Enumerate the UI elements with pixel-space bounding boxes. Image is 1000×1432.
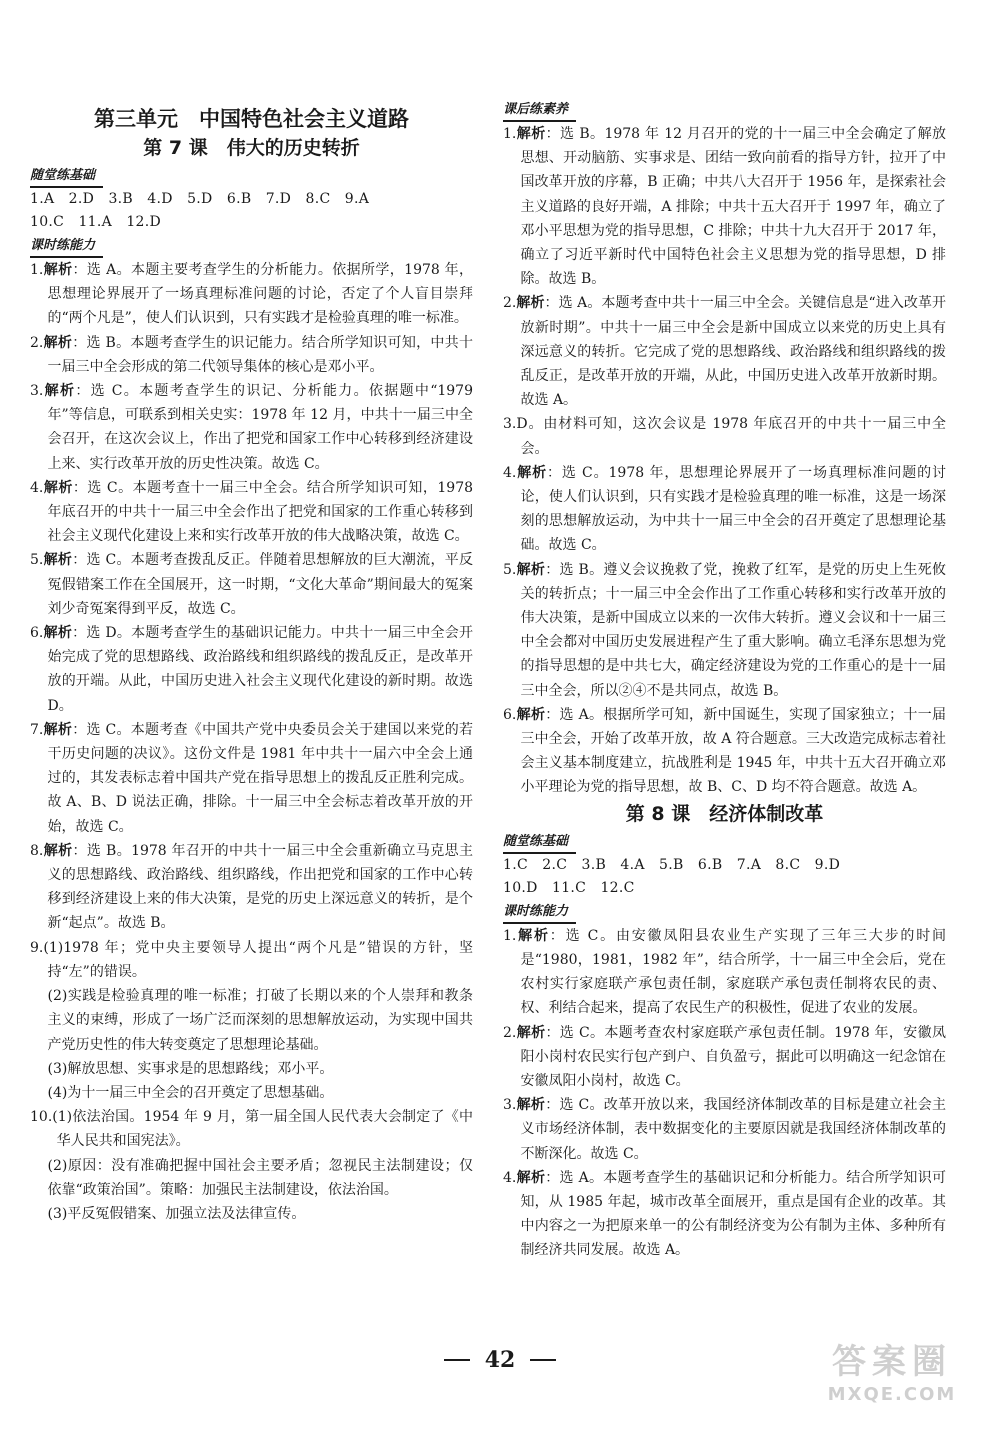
answer-item: 3.解析：选 C。本题考查学生的识记、分析能力。依据题中“1979 年”等信息，可联系到相关史实：1978 年 12 月，中共十一届三中全会召开，在这次会议上，作出了把党和国家工作中心转移到经济建设上来、实行改革开放的历史性决策。故选 C。: [30, 383, 473, 472]
watermark-url: MXQE.COM: [827, 1384, 957, 1405]
footer-dash-left: [444, 1359, 470, 1361]
answer-item-9: 9.(1)1978 年；党中央主要领导人提出“两个凡是”错误的方针，坚持“左”的错误。: [30, 939, 473, 980]
section-heading-after: 课后练素养: [503, 100, 576, 122]
answer-item: 5.解析：选 C。本题考查拨乱反正。伴随着思想解放的巨大潮流，平反冤假错案工作在全国展开，这一时期，“文化大革命”期间最大的冤案刘少奇冤案得到平反，故选 C。: [30, 552, 473, 617]
footer-dash-right: [530, 1359, 556, 1361]
answer-line: 1.A 2.D 3.B 4.D 5.D 6.B 7.D 8.C 9.A: [30, 191, 370, 207]
answer-item: 2.解析：选 A。本题考查中共十一届三中全会。关键信息是“进入改革开放新时期”。中共十一届三中全会是新中国成立以来党的历史上具有深远意义的转折。它完成了党的思想路线、政治路线和组织路线的拨乱反正，是改革开放的开端，从此，中国历史进入改革开放新时期。故选 A。: [503, 295, 947, 409]
answer-item: 1.解析：选 A。本题主要考查学生的分析能力。依据所学，1978 年，思想理论界展开了一场真理标准问题的讨论，否定了个人盲目崇拜的“两个凡是”，使人们认识到，只有实践才是检验真理的唯一标准。: [30, 262, 474, 327]
answer-item: 2.解析：选 B。本题考查学生的识记能力。结合所学知识可知，中共十一届三中全会形成的第二代领导集体的核心是邓小平。: [30, 334, 474, 375]
answer-item: 7.解析：选 C。本题考查《中国共产党中央委员会关于建国以来党的若干历史问题的决议》。这份文件是 1981 年中共十一届六中全会上通过的，其发表标志着中国共产党在指导思想上的拨乱反正胜利完成。故 A、B、D 说法正确，排除。十一届三中全会标志着改革开放的开始，故选 C。: [30, 721, 473, 835]
lesson-8-title: 第 8 课 经济体制改革: [625, 802, 824, 825]
answer-item: 1.解析：选 B。1978 年 12 月召开的党的十一届三中全会确定了解放思想、开动脑筋、实事求是、团结一致向前看的指导方针，拉开了中国改革开放的序幕，B 正确；中共八大召开于 1956 年，是探索社会主义道路的良好开端，A 排除；中共十五大召开于 1997 年，确立了邓小平思想为党的指导思想，C 排除；中共十九大召开于 2017 年，确立了习近平新时代中国特色社会主义思想为党的指导思想，D 排除。故选 B。: [503, 126, 947, 288]
answer-item-10-part: (3)平反冤假错案、加强立法及法律宣传。: [47, 1205, 306, 1222]
answer-item: 3.D。由材料可知，这次会议是 1978 年底召开的中共十一届三中全会。: [503, 416, 946, 457]
section-heading-ability: 课时练能力: [503, 902, 576, 924]
answer-item: 4.解析：选 C。1978 年，思想理论界展开了一场真理标准问题的讨论，使人们认识到，只有实践才是检验真理的唯一标准，这是一场深刻的思想解放运动，为中共十一届三中全会的召开奠定了思想理论基础。故选 C。: [503, 464, 947, 554]
answer-line: 10.C 11.A 12.D: [30, 214, 162, 230]
answer-item: 3.解析：选 C。改革开放以来，我国经济体制改革的目标是建立社会主义市场经济体制，表中数据变化的主要原因就是我国经济体制改革的不断深化。故选 C。: [503, 1097, 946, 1162]
watermark-logo: [802, 1340, 982, 1420]
answer-item: 1.解析：选 C。由安徽凤阳县农业生产实现了三年三大步的时间是“1980，1981，1982 年”，结合所学，十一届三中全会后，党在农村实行家庭联产承包责任制，家庭联产承包责任制将农民的责、权、利结合起来，提高了农民生产的积极性，促进了农业的发展。: [503, 927, 947, 1017]
section-heading-basic: 随堂练基础: [503, 832, 576, 854]
answer-item-9-part: (4)为十一届三中全会的召开奠定了思想基础。: [47, 1084, 334, 1101]
page-number: 42: [484, 1347, 516, 1373]
watermark-text: 答案圈: [832, 1342, 952, 1382]
unit-title: 第三单元 中国特色社会主义道路: [94, 107, 409, 131]
answer-item-9-part: (2)实践是检验真理的唯一标准；打破了长期以来的个人崇拜和教条主义的束缚，形成了一场广泛而深刻的思想解放运动，为实现中国共产党历史性的伟大转变奠定了思想理论基础。: [47, 988, 473, 1053]
answer-item: 5.解析：选 B。遵义会议挽救了党，挽救了红军，是党的历史上生死攸关的转折点；十一届三中全会作出了工作重心转移和实行改革开放的伟大决策，是新中国成立以来的一次伟大转折。遵义会议和十一届三中全会都对中国历史发展进程产生了重大影响。确立毛泽东思想为党的指导思想的是中共七大，确定经济建设为党的工作重心的是十一届三中全会，所以②④不是共同点，故选 B。: [503, 561, 947, 699]
answer-item-9-part: (3)解放思想、实事求是的思想路线；邓小平。: [47, 1060, 334, 1077]
section-heading-ability: 课时练能力: [30, 236, 103, 258]
answer-line: 1.C 2.C 3.B 4.A 5.B 6.B 7.A 8.C 9.D: [503, 856, 841, 873]
section-heading-basic: 随堂练基础: [30, 166, 103, 188]
answer-item-10-part: (2)原因：没有准确把握中国社会主要矛盾；忽视民主法制建设；仅依靠“政策治国”。策略：加强民主法制建设，依法治国。: [47, 1157, 473, 1198]
answer-item: 8.解析：选 B。1978 年召开的中共十一届三中全会重新确立马克思主义的思想路线、政治路线、组织路线，作出把党和国家的工作中心转移到经济建设上来的伟大决策，是党的历史上深远意义的转折，是个新“起点”。故选 B。: [30, 842, 473, 932]
answer-item: 6.解析：选 D。本题考查学生的基础识记能力。中共十一届三中全会开始完成了党的思想路线、政治路线和组织路线的拨乱反正，是改革开放的开端。从此，中国历史进入社会主义现代化建设的新时期。故选 D。: [30, 625, 473, 714]
right-column: [503, 98, 946, 1263]
answer-line: 10.D 11.C 12.C: [503, 879, 635, 896]
answer-item: 4.解析：选 C。本题考查十一届三中全会。结合所学知识可知，1978 年底召开的中共十一届三中全会作出了把党和国家的工作重心转移到社会主义现代化建设上来和实行改革开放的伟大战略决策，故选 C。: [30, 479, 474, 545]
lesson-7-title: 第 7 课 伟大的历史转折: [143, 137, 360, 159]
answer-item-10: 10.(1)依法治国。1954 年 9 月，第一届全国人民代表大会制定了《中华人民共和国宪法》。: [30, 1109, 473, 1150]
answer-item: 6.解析：选 A。根据所学可知，新中国诞生，实现了国家独立；十一届三中全会，开始了改革开放，故 A 符合题意。三大改造完成标志着社会主义基本制度建立，抗战胜利是 1945 年，中共十五大召开确立邓小平理论为党的指导思想，故 B、C、D 均不符合题意。故选 A。: [503, 706, 947, 796]
left-column: [30, 98, 473, 1226]
answer-item: 2.解析：选 C。本题考查农村家庭联产承包责任制。1978 年，安徽凤阳小岗村农民实行包产到户、自负盈亏，据此可以明确这一纪念馆在安徽凤阳小岗村，故选 C。: [503, 1024, 946, 1089]
answer-item: 4.解析：选 A。本题考查学生的基础识记和分析能力。结合所学知识可知，从 1985 年起，城市改革全面展开，重点是国有企业的改革。其中内容之一为把原来单一的公有制经济变为公有制为主体、多种所有制经济共同发展。故选 A。: [503, 1169, 947, 1259]
